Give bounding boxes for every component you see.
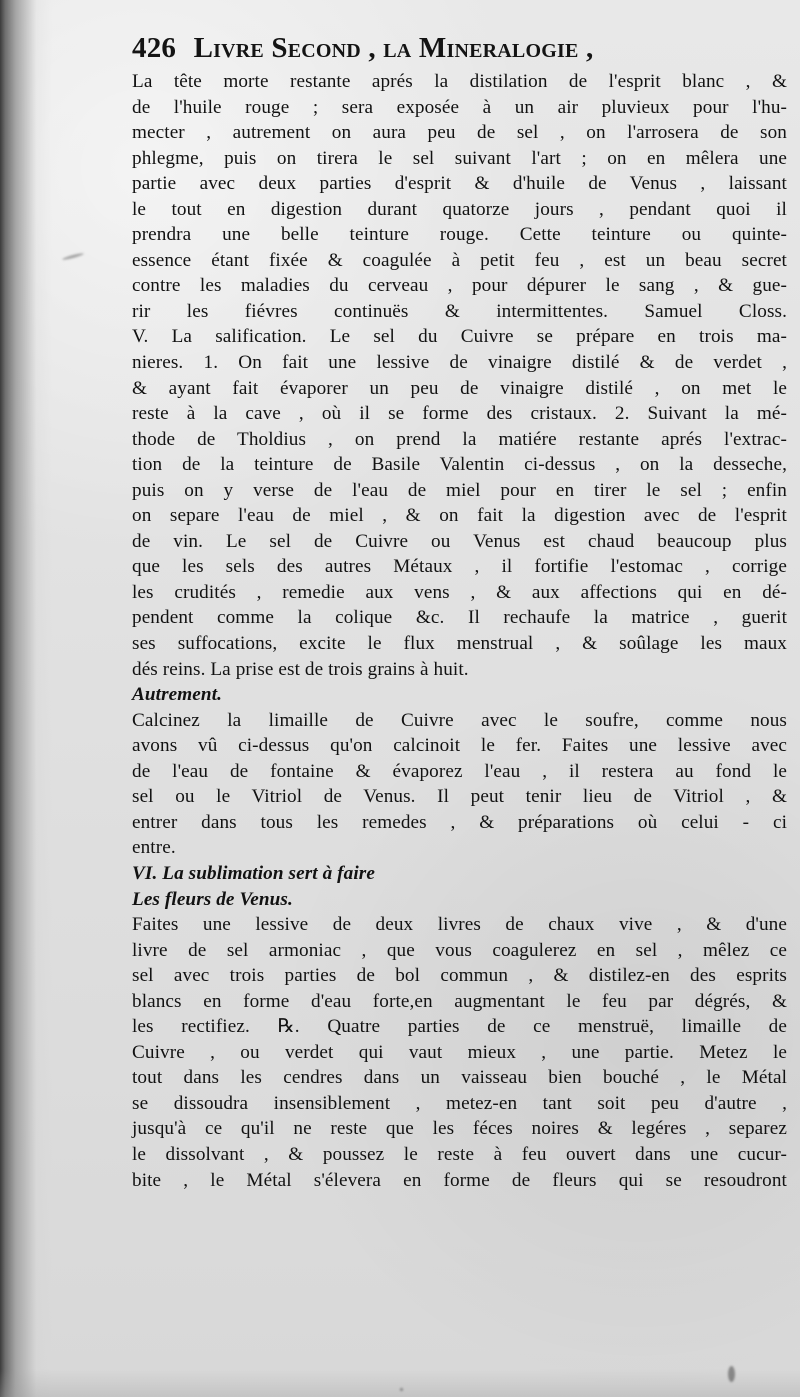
text-line: sel ou le Vitriol de Venus. Il peut tenir lieu de Vitriol , & — [132, 786, 787, 808]
text-line: dés reins. La prise est de trois grains à huit. — [132, 658, 469, 680]
text-line: tout dans les cendres dans un vaisseau bien bouché , le Métal — [132, 1067, 787, 1089]
ink-smudge — [728, 1366, 735, 1382]
page-number: 426 — [132, 32, 177, 64]
text-line: ses suffocations, excite le flux menstrual , & soûlage les maux — [132, 633, 787, 655]
ink-speck — [400, 1388, 403, 1391]
text-line: bite , le Métal s'élevera en forme de fleurs qui se resoudront — [132, 1169, 787, 1191]
text-line: on separe l'eau de miel , & on fait la digestion avec de l'esprit — [132, 505, 787, 527]
text-line: le dissolvant , & poussez le reste à feu ouvert dans une cucur- — [132, 1143, 787, 1165]
subheading: Autrement. — [132, 684, 223, 706]
text-line: entrer dans tous les remedes , & préparations où celui - ci — [132, 811, 787, 833]
page-gutter-shadow — [0, 0, 52, 1397]
text-line: puis on y verse de l'eau de miel pour en tirer le sel ; enfin — [132, 479, 787, 501]
text-line: les crudités , remedie aux vens , & aux affections qui en dé- — [132, 581, 787, 603]
text-line: reste à la cave , où il se forme des cristaux. 2. Suivant la mé- — [132, 403, 787, 425]
text-line: Cuivre , ou verdet qui vaut mieux , une partie. Metez le — [132, 1041, 787, 1063]
page-text — [132, 69, 787, 1193]
section-heading: VI. La sublimation sert à faire — [132, 862, 375, 884]
text-line: nieres. 1. On fait une lessive de vinaigre distilé & de verdet , — [132, 352, 787, 374]
text-line: entre. — [132, 837, 176, 859]
text-line: avons vû ci-dessus qu'on calcinoit le fer. Faites une lessive avec — [132, 735, 787, 757]
text-line: rir les fiévres continuës & intermittentes. Samuel Closs. — [132, 300, 787, 322]
text-line: phlegme, puis on tirera le sel suivant l'art ; on en mêlera une — [132, 147, 787, 169]
text-line: livre de sel armoniac , que vous coagulerez en sel , mêlez ce — [132, 939, 787, 961]
text-line: partie avec deux parties d'esprit & d'huile de Venus , laissant — [132, 173, 787, 195]
text-line: sel avec trois parties de bol commun , & distilez-en des esprits — [132, 965, 787, 987]
text-line: les rectifiez. ℞. Quatre parties de ce menstruë, limaille de — [132, 1016, 787, 1038]
page-header — [132, 34, 752, 63]
text-line: de l'huile rouge ; sera exposée à un air pluvieux pour l'hu- — [132, 96, 787, 118]
text-line: prendra une belle teinture rouge. Cette teinture ou quinte- — [132, 224, 787, 246]
text-line: Calcinez la limaille de Cuivre avec le soufre, comme nous — [132, 709, 787, 731]
text-line: de l'eau de fontaine & évaporez l'eau , il restera au fond le — [132, 760, 787, 782]
text-line: jusqu'à ce qu'il ne reste que les féces noires & legéres , separez — [132, 1118, 787, 1140]
text-line: de vin. Le sel de Cuivre ou Venus est chaud beaucoup plus — [132, 530, 787, 552]
text-line: V. La salification. Le sel du Cuivre se prépare en trois ma- — [132, 326, 787, 348]
text-line: mecter , autrement on aura peu de sel , on l'arrosera de son — [132, 122, 787, 144]
text-line: Faites une lessive de deux livres de chaux vive , & d'une — [132, 914, 787, 936]
text-line: essence étant fixée & coagulée à petit feu , est un beau secret — [132, 249, 787, 271]
text-line: thode de Tholdius , on prend la matiére restante aprés l'extrac- — [132, 428, 787, 450]
text-line: pendent comme la colique &c. Il rechaufe la matrice , guerit — [132, 607, 787, 629]
page-bottom-edge — [0, 1369, 800, 1397]
text-line: & ayant fait évaporer un peu de vinaigre distilé , on met le — [132, 377, 787, 399]
text-line: contre les maladies du cerveau , pour dépurer le sang , & gue- — [132, 275, 787, 297]
text-line: se dissoudra insensiblement , metez-en tant soit peu d'autre , — [132, 1092, 787, 1114]
text-line: le tout en digestion durant quatorze jours , pendant quoi il — [132, 198, 787, 220]
running-title: Livre Second , la Mineralogie , — [193, 32, 594, 64]
subheading: Les fleurs de Venus. — [132, 888, 293, 910]
text-line: que les sels des autres Métaux , il fortifie l'estomac , corrige — [132, 556, 787, 578]
text-line: La tête morte restante aprés la distilation de l'esprit blanc , & — [132, 71, 787, 92]
ink-smudge — [62, 252, 84, 261]
text-line: blancs en forme d'eau forte,en augmentant le feu par dégrés, & — [132, 990, 787, 1012]
text-line: tion de la teinture de Basile Valentin ci-dessus , on la desseche, — [132, 454, 787, 476]
